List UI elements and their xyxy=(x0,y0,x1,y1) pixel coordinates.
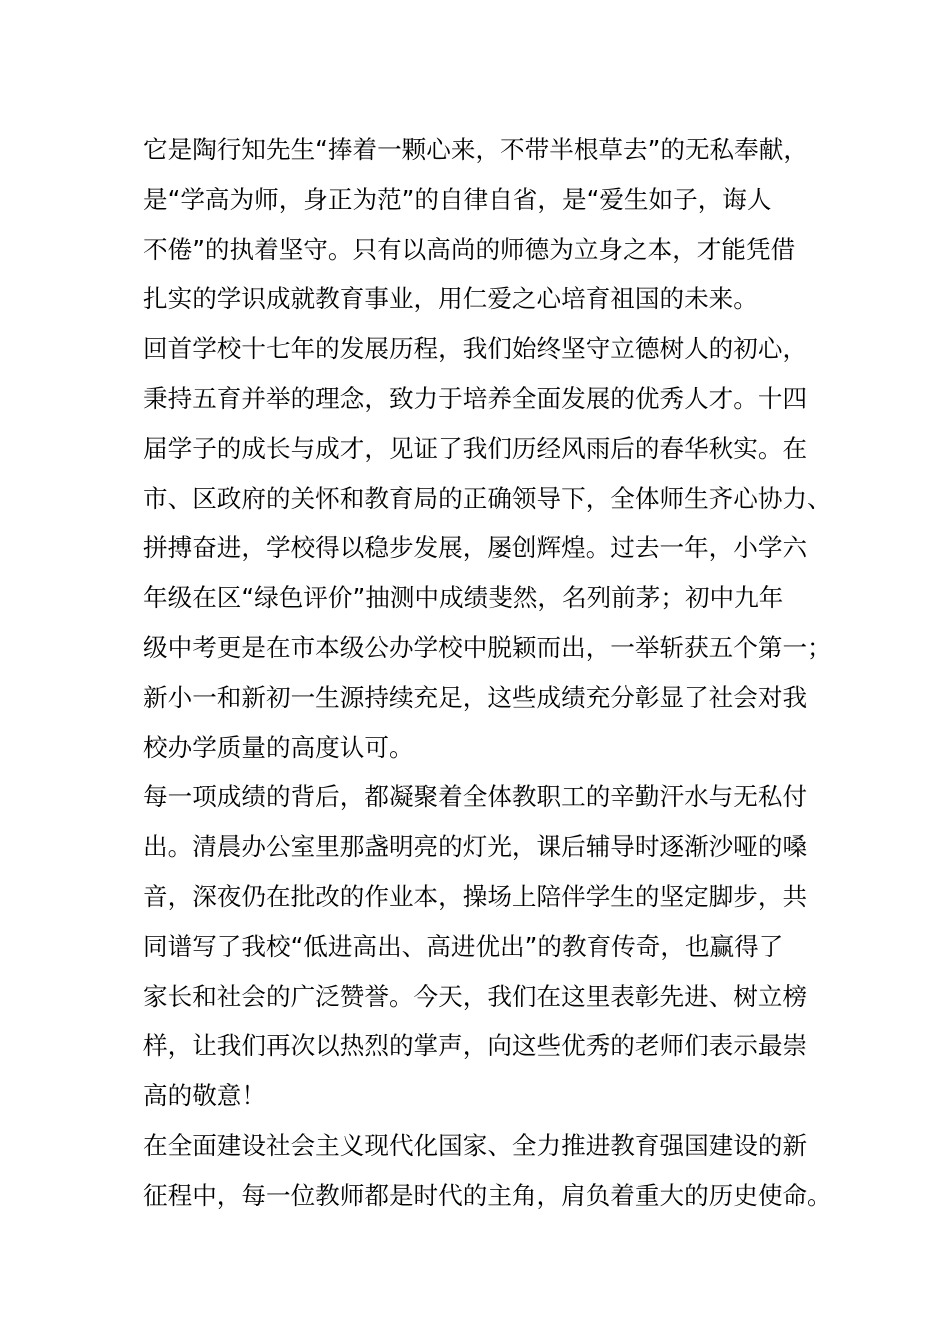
text-line: 高的敬意！ xyxy=(143,1081,266,1111)
text-line: 音，深夜仍在批改的作业本，操场上陪伴学生的坚定脚步，共 xyxy=(143,881,808,911)
text-line: 是“学高为师，身正为范”的自律自省，是“爱生如子，诲人 xyxy=(143,184,772,214)
text-line: 家长和社会的广泛赞誉。今天，我们在这里表彰先进、树立榜 xyxy=(143,981,808,1011)
text-line: 出。清晨办公室里那盏明亮的灯光，课后辅导时逐渐沙哑的嗓 xyxy=(143,832,808,862)
text-line: 回首学校十七年的发展历程，我们始终坚守立德树人的初心， xyxy=(143,334,808,364)
text-line: 每一项成绩的背后，都凝聚着全体教职工的辛勤汗水与无私付 xyxy=(143,782,808,812)
text-line: 在全面建设社会主义现代化国家、全力推进教育强国建设的新 xyxy=(143,1130,808,1160)
text-line: 它是陶行知先生“捧着一颗心来，不带半根草去”的无私奉献， xyxy=(143,135,808,164)
text-line: 新小一和新初一生源持续充足，这些成绩充分彰显了社会对我 xyxy=(143,682,808,712)
text-line: 年级在区“绿色评价”抽测中成绩斐然，名列前茅；初中九年 xyxy=(143,583,784,613)
text-line: 样，让我们再次以热烈的掌声，向这些优秀的老师们表示最崇 xyxy=(143,1031,808,1061)
text-line: 秉持五育并举的理念，致力于培养全面发展的优秀人才。十四 xyxy=(143,383,808,413)
text-line: 届学子的成长与成才，见证了我们历经风雨后的春华秋实。在 xyxy=(143,433,808,463)
text-line: 同谱写了我校“低进高出、高进优出”的教育传奇，也赢得了 xyxy=(143,931,784,961)
text-line: 市、区政府的关怀和教育局的正确领导下，全体师生齐心协力、 xyxy=(143,483,832,513)
text-line: 扎实的学识成就教育事业，用仁爱之心培育祖国的未来。 xyxy=(143,284,758,314)
text-line: 拼搏奋进，学校得以稳步发展，屡创辉煌。过去一年，小学六 xyxy=(143,533,808,563)
text-line: 级中考更是在市本级公办学校中脱颖而出，一举斩获五个第一； xyxy=(143,632,832,662)
text-line: 校办学质量的高度认可。 xyxy=(143,732,414,762)
text-line: 不倦”的执着坚守。只有以高尚的师德为立身之本，才能凭借 xyxy=(143,234,796,264)
body-text xyxy=(143,125,843,1221)
text-line: 征程中，每一位教师都是时代的主角，肩负着重大的历史使命。 xyxy=(143,1180,832,1210)
